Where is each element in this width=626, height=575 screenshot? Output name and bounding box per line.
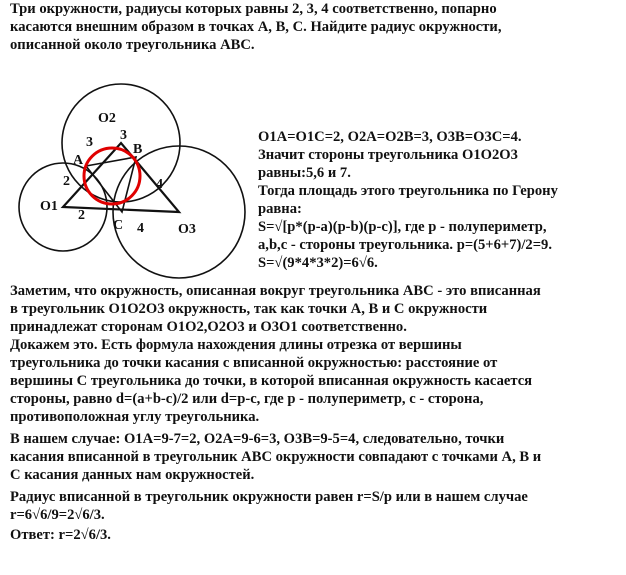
solution-line: касания вписанной в треугольник ABC окружности совпадают с точками A, B и xyxy=(10,449,542,465)
computation-line: S=√[p*(p-a)(p-b)(p-c)], где p - полупериметр, xyxy=(258,219,547,235)
solution-line: треугольника до точки касания с вписанной окружностью: расстояние от xyxy=(10,355,498,371)
solution-line: В нашем случае: O1A=9-7=2, O2A=9-6=3, O3B=9-5=4, следовательно, точки xyxy=(10,431,505,447)
label-radius-o2b: 3 xyxy=(120,128,127,143)
label-radius-o1a: 2 xyxy=(63,174,70,189)
label-radius-o3b: 4 xyxy=(156,177,163,192)
solution-line: Заметим, что окружность, описанная вокруг треугольника ABC - это вписанная xyxy=(10,283,541,299)
computation-line: O1A=O1C=2, O2A=O2B=3, O3B=O3C=4. xyxy=(258,129,522,145)
label-o2: O2 xyxy=(98,111,116,126)
computation-line: равна: xyxy=(258,201,302,217)
label-radius-o1c: 2 xyxy=(78,208,85,223)
solution-line: стороны, равно d=(a+b-c)/2 или d=p-c, где p - полупериметр, c - сторона, xyxy=(10,391,484,407)
computation-line: равны:5,6 и 7. xyxy=(258,165,351,181)
label-a: A xyxy=(73,153,84,168)
label-o1: O1 xyxy=(40,199,58,214)
label-radius-o3c: 4 xyxy=(137,221,144,236)
solution-line: r=6√6/9=2√6/3. xyxy=(10,507,105,523)
label-radius-o2a: 3 xyxy=(86,135,93,150)
label-c: C xyxy=(113,218,124,233)
solution-line: C касания данных нам окружностей. xyxy=(10,467,255,483)
solution-line: Докажем это. Есть формула нахождения длины отрезка от вершины xyxy=(10,337,462,353)
solution-line: в треугольник O1O2O3 окружность, так как точки A, B и C окружности xyxy=(10,301,488,317)
label-b: B xyxy=(133,142,143,157)
problem-line: описанной около треугольника ABC. xyxy=(10,37,255,53)
problem-line: касаются внешним образом в точках A, B, C. Найдите радиус окружности, xyxy=(10,19,502,35)
computation-line: S=√(9*4*3*2)=6√6. xyxy=(258,255,378,271)
solution-line: вершины C треугольника до точки, в которой вписанная окружность касается xyxy=(10,373,533,389)
computation-line: a,b,c - стороны треугольника. p=(5+6+7)/2=9. xyxy=(258,237,552,253)
label-o3: O3 xyxy=(178,222,196,237)
solution-line: противоположная углу треугольника. xyxy=(10,409,260,425)
answer-line: Ответ: r=2√6/3. xyxy=(10,527,111,543)
computation-line: Значит стороны треугольника O1O2O3 xyxy=(258,147,518,163)
solution-line: принадлежат сторонам O1O2,O2O3 и O3O1 соответственно. xyxy=(10,319,407,335)
solution-line: Радиус вписанной в треугольник окружности равен r=S/p или в нашем случае xyxy=(10,489,528,505)
computation-line: Тогда площадь этого треугольника по Герону xyxy=(258,183,558,199)
problem-line: Три окружности, радиусы которых равны 2, 3, 4 соответственно, попарно xyxy=(10,1,497,17)
